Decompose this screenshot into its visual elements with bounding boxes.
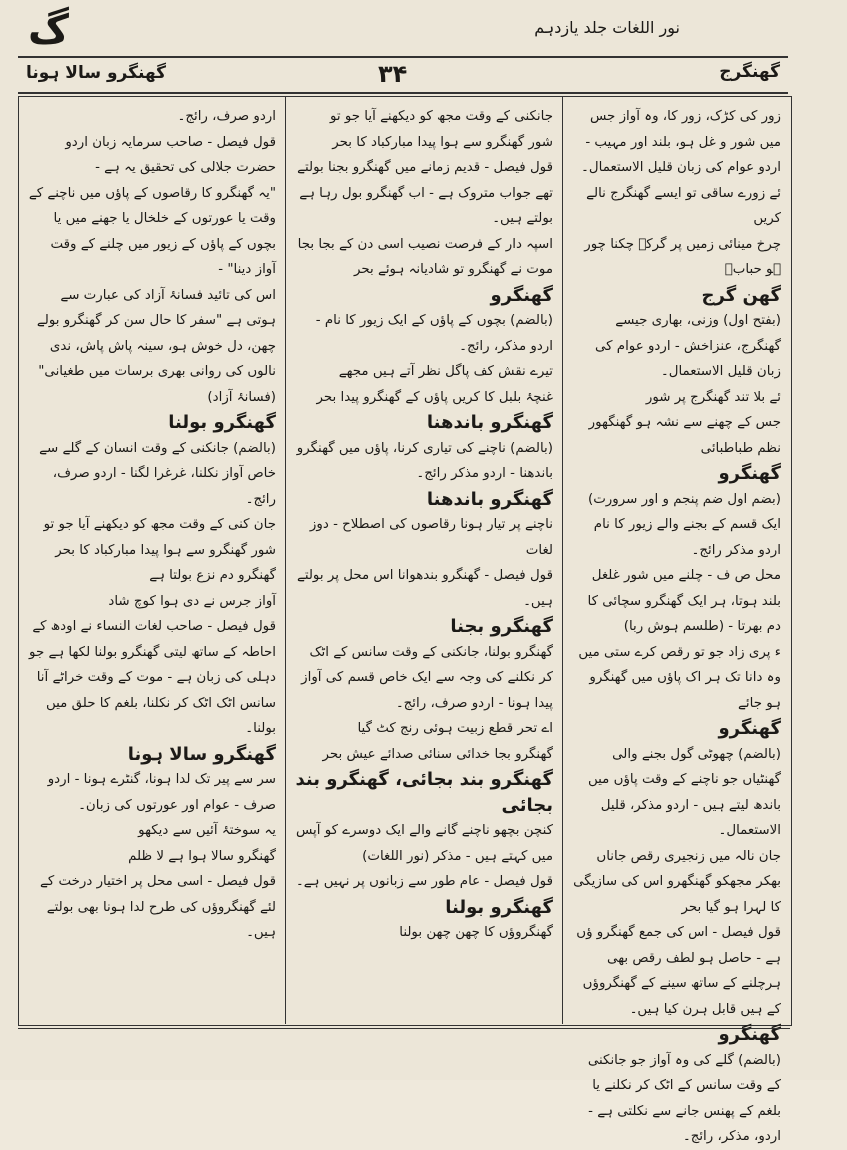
entry-text: جانکنی کے وقت مجھ کو دیکھنے آیا جو تو bbox=[329, 109, 553, 124]
entry-text: تیرے نقش کف پاگل نظر آتے ہیں مجھے bbox=[338, 364, 553, 379]
right-running-head: گھنگرج bbox=[719, 62, 780, 82]
top-header bbox=[20, 8, 820, 56]
entry-text: اسپہ دار کے فرصت نصیب اسی دن کے بجا بجا موت نے گھنگرو تو شادیانہ ہوئے بحر bbox=[297, 236, 553, 277]
running-header bbox=[18, 56, 788, 94]
headword: گھنگرو bbox=[718, 718, 781, 739]
entry-text: (بالضم) ناچنے کی تیاری کرنا، پاؤں میں گھنگرو باندھنا - اردو مذکر رائج۔ bbox=[296, 440, 553, 481]
headword: گھنگرو باندھنا bbox=[426, 412, 553, 433]
entry-text: (بفتح اول) وزنی، بھاری جیسے گھنگرج، عنزاخش - اردو عوام کی زبان قلیل الاستعمال۔ bbox=[594, 313, 781, 379]
headword: گھنگرو bbox=[718, 463, 781, 484]
headword: گھنگرو سالا ہونا bbox=[127, 743, 276, 765]
headword: گھنگرو بجنا bbox=[450, 616, 553, 637]
entry-text: جان نالہ میں زنجیری رقص جاناں بھکر مجھکو گھنگھرو اس کی سازیگی کا لہرا ہو گیا بحر bbox=[573, 848, 781, 915]
bottom-rule bbox=[18, 1028, 790, 1029]
entry-text: آواز جرس نے دی ہوا کوچ شاد bbox=[108, 593, 276, 609]
headword: گھنگرو bbox=[490, 284, 553, 306]
entry-text: زور کی کڑک، زور کا، وہ آواز جس میں شور و غل ہو، بلند اور مہیب - اردو عوام کی زبان قلیل الاستعمال۔ bbox=[581, 109, 781, 175]
entry-text: "یہ گھنگرو کا رقاصوں کے پاؤں میں ناچنے کے وقت یا عورتوں کے خلخال یا جھنے میں یا بچوں کے پاؤں کے زیور میں چلنے کے وقت آواز دینا" - bbox=[28, 185, 276, 277]
entry-text: قول فیصل - صاحب سرمایہ زبان اردو حضرت جلالی کی تحقیق یہ ہے - bbox=[65, 134, 276, 175]
entry-text: گھنگرو دم نزع بولتا ہے bbox=[149, 568, 276, 583]
entry-text: شور گھنگرو سے ہوا پیدا مبارکباد کا بحر bbox=[55, 542, 276, 558]
column-left bbox=[18, 96, 285, 1024]
book-title: نور اللغات جلد یازدہم bbox=[534, 18, 680, 37]
headword: گھنگرو بولنا bbox=[168, 412, 276, 433]
column-middle bbox=[285, 96, 562, 1024]
entry-text: غنچۂ بلبل کا کریں پاؤں کے گھنگرو پیدا بحر bbox=[316, 389, 553, 405]
entry-text: قول فیصل - اس کی جمع گھنگرو ؤں ہے - حاصل ہو لطف رقص بھی ہرچلنے کے ساتھ سینے کے گھنگروؤں کے ہیں قابل ہرن کیا ہیں۔ bbox=[576, 925, 781, 1017]
entry-text: ئے زورے ساقی تو ایسے گھنگرج نالے کریں bbox=[586, 185, 781, 226]
entry-text: گھنگرو بجا خدائی سنائی صدائے عیش بحر bbox=[322, 746, 553, 762]
entry-text: چرخ مینائی زمیں پر گرکے چکنا چور ہو حبابؔ bbox=[584, 236, 781, 277]
entry-text: (بالضم) چھوٹی گول بجنے والی گھنٹیاں جو ناچنے کے وقت پاؤں میں باندھ لیتے ہیں - اردو مذکر، قلیل الاستعمال۔ bbox=[587, 746, 781, 838]
entry-text: قول فیصل - قدیم زمانے میں گھنگرو بجنا بولتے تھے جواب متروک ہے - اب گھنگرو بول رہا ہے بولتے ہیں۔ bbox=[297, 160, 553, 226]
entry-text: (بالضم) جانکنی کے وقت انسان کے گلے سے خاص آواز نکلنا، غرغرا لگنا - اردو صرف، رائج۔ bbox=[39, 440, 276, 507]
entry-text: ناچنے پر تیار ہونا رقاصوں کی اصطلاح - دوز لغات bbox=[309, 517, 553, 558]
entry-text: شور گھنگرو سے ہوا پیدا مبارکباد کا بحر bbox=[332, 134, 553, 150]
headword: گھنگرو bbox=[718, 1024, 781, 1045]
column-right bbox=[562, 96, 790, 1144]
page-number: ۳۴ bbox=[378, 60, 408, 88]
entry-text: سر سے پیر تک لدا ہونا، گنٹرے ہونا - اردو صرف - عوام اور عورتوں کی زبان۔ bbox=[47, 772, 276, 813]
entry-text: محل ص ف - چلنے میں شور غلغل بلند ہوتا، ہر ایک گھنگرو سچائی کا دم بھرتا - (طلسم ہوش ربا) bbox=[587, 568, 781, 634]
section-letter: گ bbox=[28, 7, 69, 53]
entry-text: گھنگرو سالا ہوا ہے لا ظلم bbox=[128, 848, 276, 864]
entry-text: اردو صرف، رائج۔ bbox=[177, 109, 276, 124]
entry-text: اس کی تائید فسانۂ آزاد کی عبارت سے ہوتی ہے "سفر کا حال سن کر گھنگرو بولے چھن، دل خوش ہو، سینہ پاش پاش، ندی نالوں کی روانی بھری برسات میں طغیانی" (فسانۂ آزاد) bbox=[36, 287, 276, 405]
entry-text: قول فیصل - صاحب لغات النساء نے اودھ کے احاطہ کے ساتھ لیتی گھنگرو بولنا لکھا ہے جو دہلی کی زبان ہے - موت کے وقت خراٹے آنا سانس اٹک اٹک کر نکلنا، بلغم کا حلق میں بولنا۔ bbox=[29, 619, 276, 736]
entry-text: گھنگروؤں کا چھن چھن بولنا bbox=[399, 925, 553, 940]
entry-text: اے تحر قطع زبیت ہوئی رنج کٹ گیا bbox=[357, 721, 553, 736]
entry-text: (بضم اول ضم پنجم و اور سرورت) ایک قسم کے بجنے والے زیور کا نام اردو مذکر رائج۔ bbox=[587, 491, 781, 558]
headword: گھنگرو بند بجائی، گھنگرو بند بجائی bbox=[295, 769, 553, 816]
entry-text: جس کے چھنے سے نشہ ہو گھنگھور نظم طباطبائی bbox=[588, 415, 781, 456]
entry-text: ء پری زاد جو تو رقص کرے ستی میں bbox=[578, 644, 781, 660]
headword: گھنگرو بولنا bbox=[445, 896, 553, 918]
entry-text: وہ دانا تک ہر اک پاؤں میں گھنگرو ہو جائے bbox=[589, 670, 781, 711]
entry-text: قول فیصل - عام طور سے زبانوں پر نہیں ہے۔ bbox=[295, 874, 553, 889]
entry-text: کنچن بچھو ناچنے گانے والے ایک دوسرے کو آپس میں کہتے ہیں - مذکر (نور اللغات) bbox=[295, 823, 553, 864]
entry-text: قول فیصل - اسی محل پر اختیار درخت کے لئے گھنگروؤں کی طرح لدا ہونا بھی بولتے ہیں۔ bbox=[39, 874, 276, 940]
left-running-head: گھنگرو سالا ہونا bbox=[26, 63, 167, 83]
entry-text: (بالضم) بچوں کے پاؤں کے ایک زیور کا نام - اردو مذکر، رائج۔ bbox=[315, 313, 553, 354]
headword: گھنگرو باندھنا bbox=[426, 488, 553, 510]
entry-text: گھنگرو بولنا، جانکنی کے وقت سانس کے اٹک کر نکلنے کی وجہ سے ایک خاص قسم کی آواز پیدا ہونا - اردو صرف، رائج۔ bbox=[301, 644, 553, 711]
entry-text: قول فیصل - گھنگرو بندھوانا اس محل پر بولتے ہیں۔ bbox=[296, 568, 553, 609]
entry-text: ئے بلا تند گھنگرج پر شور bbox=[645, 389, 781, 405]
entry-text: (بالضم) گلے کی وہ آواز جو جانکنی کے وقت سانس کے اٹک کر نکلنے یا بلغم کے پھنس جانے سے نکلتی ہے - اردو، مذکر، رائج۔ bbox=[587, 1052, 781, 1144]
entry-text: یہ سوختۂ آئیں سے دیکھو bbox=[138, 823, 276, 838]
headword: گھن گرج bbox=[701, 284, 781, 306]
entry-text: جان کنی کے وقت مجھ کو دیکھنے آیا جو تو bbox=[43, 517, 276, 532]
